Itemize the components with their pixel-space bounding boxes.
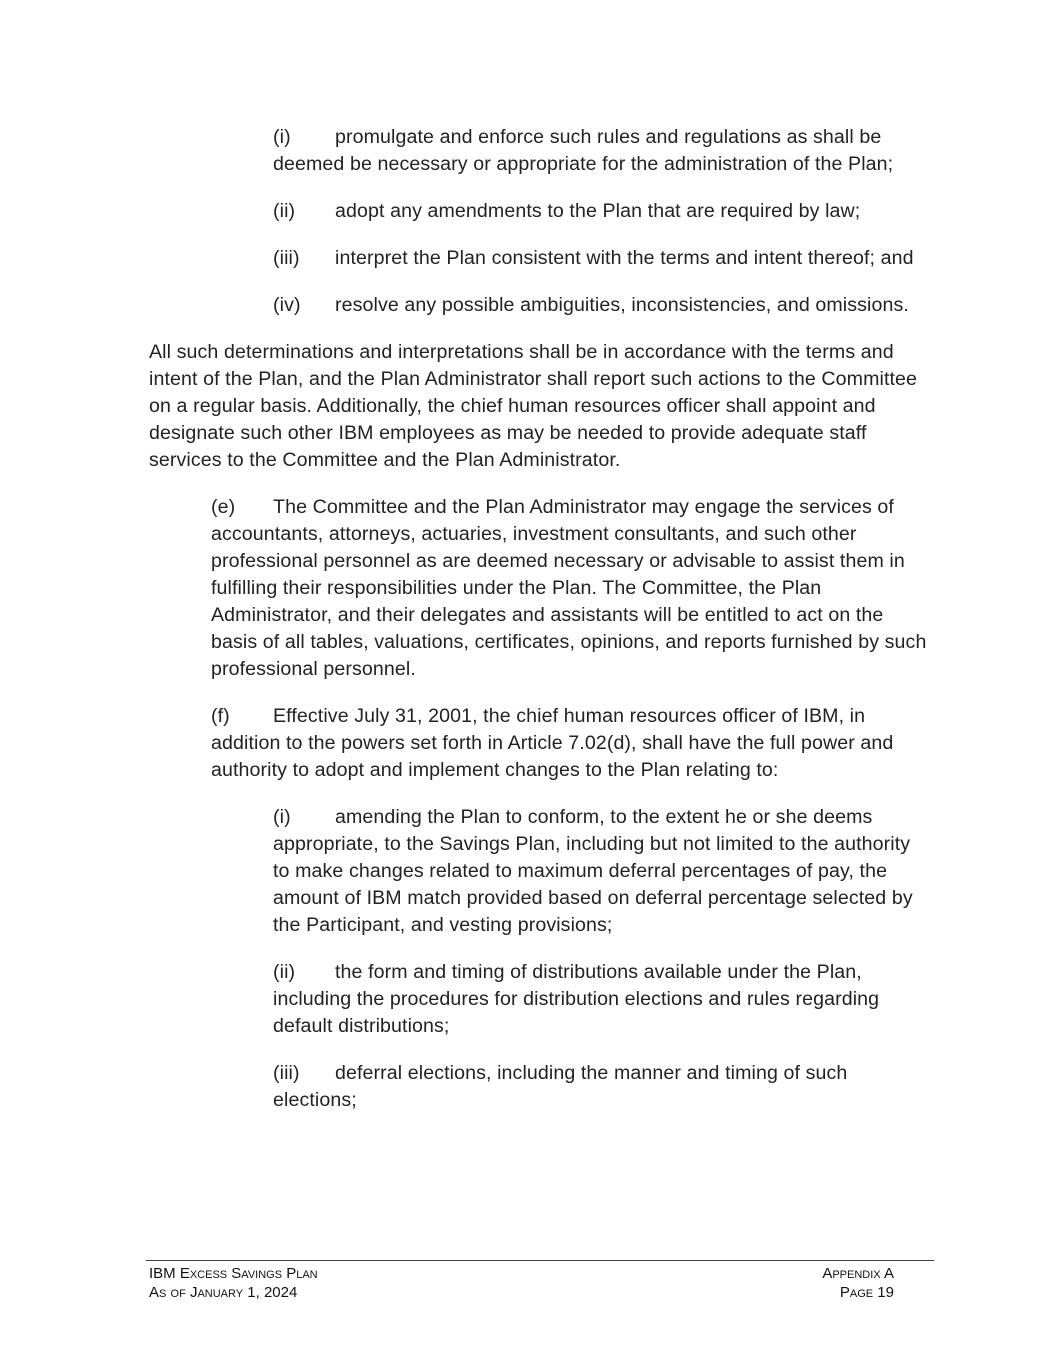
clause-marker: (iv): [273, 294, 301, 316]
clause-iii-interpret: [149, 245, 929, 272]
clause-text: amending the Plan to conform, to the extent he or she deems appropriate, to the Savings Plan, including but not limited to the authority to make changes related to maximum deferral percentages of pay, the amount of IBM match provided based on deferral percentage selected by the Participant, and vesting provisions;: [273, 806, 913, 936]
footer-row-2: [146, 1283, 934, 1302]
clause-marker: (ii): [273, 200, 296, 222]
clause-f-powers: [149, 703, 929, 784]
footer-date: As of January 1, 2024: [149, 1284, 298, 1301]
clause-text: Effective July 31, 2001, the chief human resources officer of IBM, in addition to the powers set forth in Article 7.02(d), shall have the full power and authority to adopt and implement changes to the Plan relating to:: [211, 705, 894, 781]
clause-i-rules: [149, 124, 929, 178]
clause-marker: (i): [273, 126, 291, 148]
clause-marker: (iii): [273, 1062, 300, 1084]
footer-page-number: Page 19: [839, 1284, 894, 1301]
clause-marker: (e): [211, 496, 236, 518]
footer-row-1: [146, 1264, 934, 1283]
clause-marker: (f): [211, 705, 230, 727]
footer-plan-name: IBM Excess Savings Plan: [149, 1265, 318, 1282]
clause-iv-resolve: [149, 292, 929, 319]
page-footer: [146, 1260, 934, 1302]
clause-text: promulgate and enforce such rules and regulations as shall be deemed be necessary or appropriate for the administration of the Plan;: [273, 126, 894, 175]
clause-ii-amendments: [149, 198, 929, 225]
clause-text: the form and timing of distributions available under the Plan, including the procedures for distribution elections and rules regarding default distributions;: [273, 961, 880, 1037]
document-body: [149, 124, 929, 1134]
clause-text: deferral elections, including the manner and timing of such elections;: [273, 1062, 848, 1111]
clause-text: resolve any possible ambiguities, inconsistencies, and omissions.: [335, 294, 909, 316]
clause-text: interpret the Plan consistent with the terms and intent thereof; and: [335, 247, 914, 269]
subclause-i-amending: [149, 804, 929, 939]
clause-marker: (ii): [273, 961, 296, 983]
clause-marker: (iii): [273, 247, 300, 269]
clause-e-services: [149, 494, 929, 683]
footer-appendix: Appendix A: [822, 1265, 894, 1282]
clause-text: The Committee and the Plan Administrator may engage the services of accountants, attorneys, actuaries, investment consultants, and such other professional personnel as are deemed necessary or advisable to assist them in fulfilling their responsibilities under the Plan. The Committee, the Plan Administrator, and their delegates and assistants will be entitled to act on the basis of all tables, valuations, certificates, opinions, and reports furnished by such professional personnel.: [211, 496, 927, 680]
clause-text: adopt any amendments to the Plan that are required by law;: [335, 200, 861, 222]
clause-marker: (i): [273, 806, 291, 828]
subclause-ii-distributions: [149, 959, 929, 1040]
subclause-iii-deferral: [149, 1060, 929, 1114]
paragraph-determinations: All such determinations and interpretations shall be in accordance with the terms and intent of the Plan, and the Plan Administrator shall report such actions to the Committee on a regular basis. Additionally, the chief human resources officer shall appoint and designate such other IBM employees as may be needed to provide adequate staff services to the Committee and the Plan Administrator.: [149, 341, 918, 471]
